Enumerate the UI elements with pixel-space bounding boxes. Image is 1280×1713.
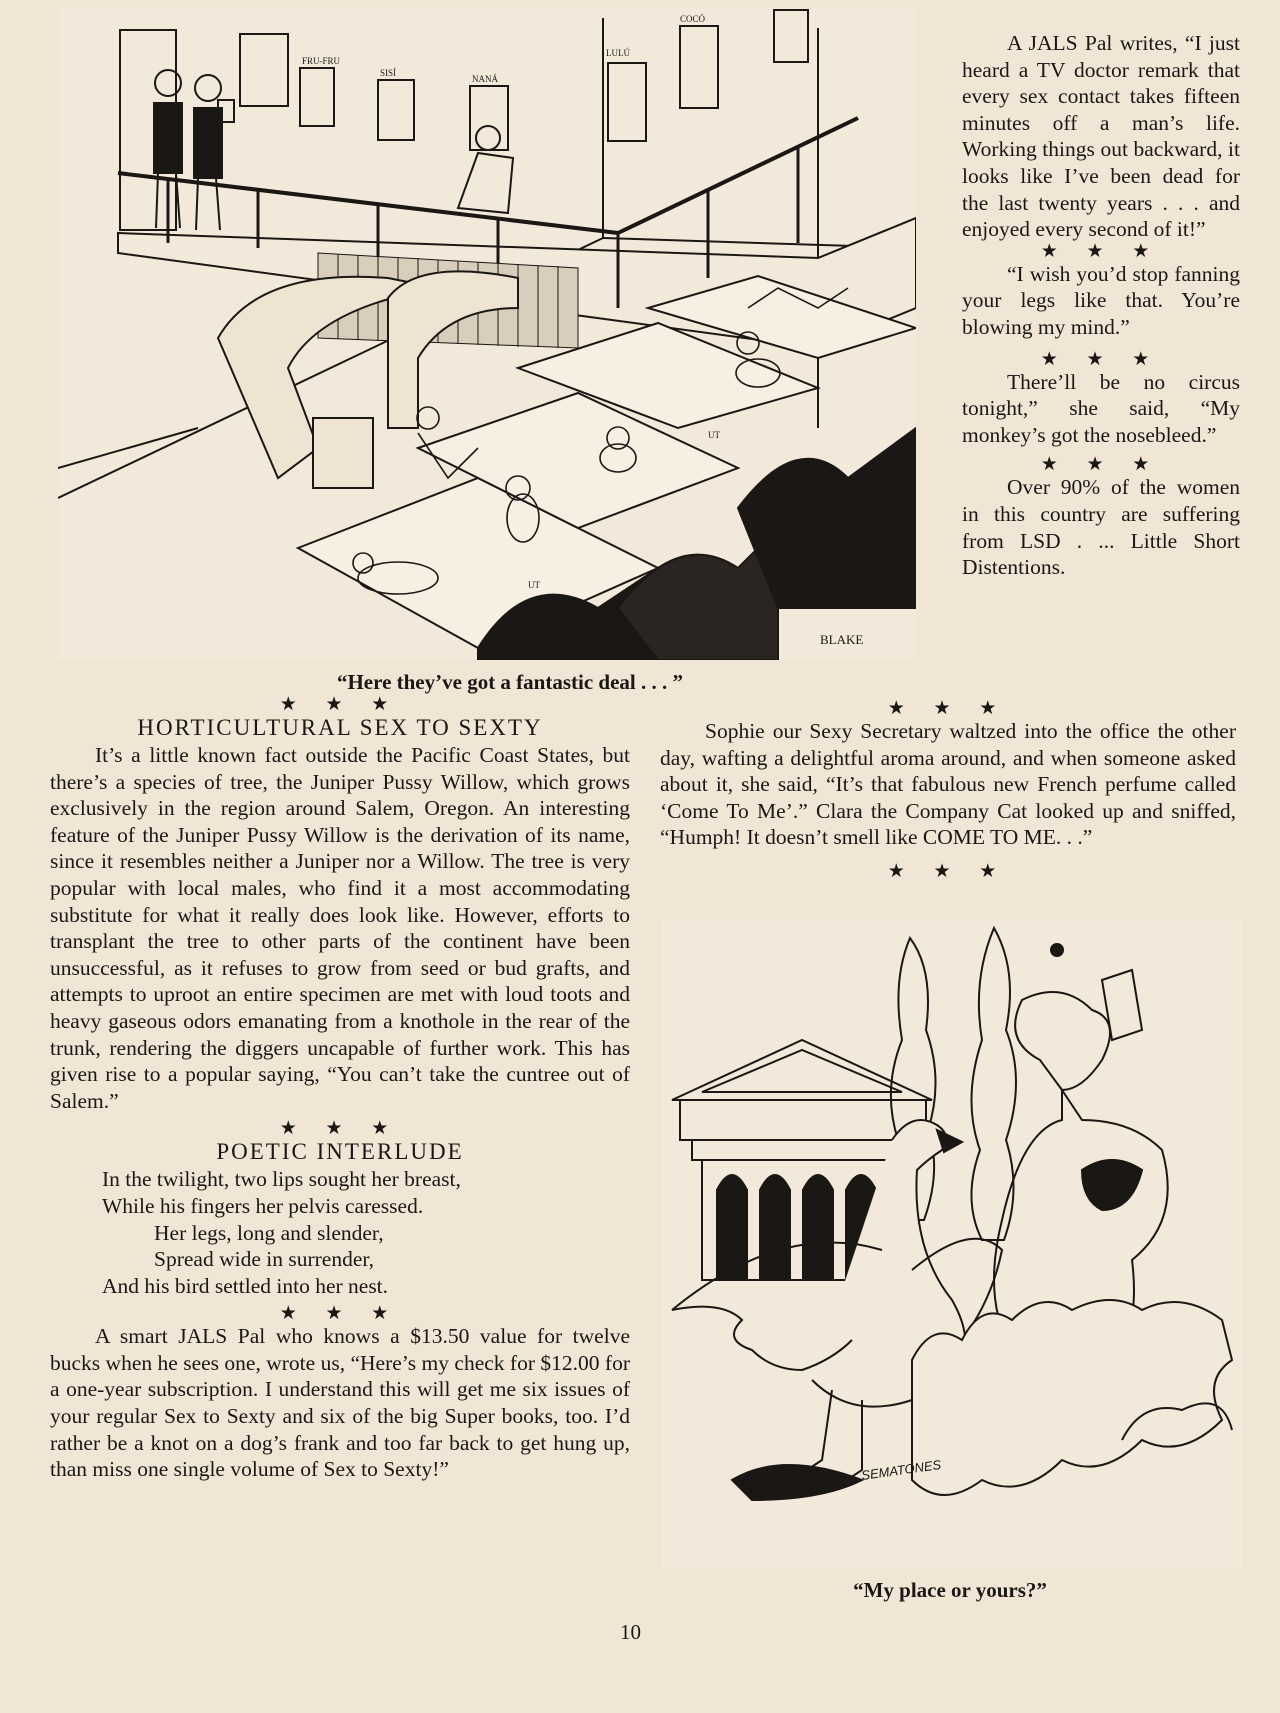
label-nana: NANÁ [472,74,498,84]
page-number: 10 [620,1620,641,1644]
subscription-letter: A smart JALS Pal who knows a $13.50 value for twelve bucks when he sees one, wrote us, “Here’s my check for $12.00 for a one-year subscription. I understand this will get me six issues of your regular Sex to Sexty and six of the big Super books, too. I’d rather be a knot on a dog’s frank and too far back to get hung up, than miss one single volume of Sex to Sexty!” [50,1324,630,1482]
horticultural-heading: HORTICULTURAL SEX TO SEXTY [137,715,543,740]
label-ut-1: UT [528,580,540,590]
label-sisi: SISÍ [380,68,397,78]
separator-stars: ★ ★ ★ [1040,454,1162,476]
sophie-story: Sophie our Sexy Secretary waltzed into the office the other day, wafting a delightful aroma around, and when someone asked about it, she said, “It’s that fabulous new French perfume called ‘Come To Me’.” Clara the Company Cat looked up and sniffed, “Humph! It doesn’t smell like COME TO ME. . .” [660,719,1236,850]
horticultural-body: It’s a little known fact outside the Pacific Coast States, but there’s a species of tree, the Juniper Pussy Willow, which grows exclusively in the region around Salem, Oregon. An interesting feature of the Juniper Pussy Willow is the derivation of its name, since it resembles neither a Juniper nor a Willow. The tree is very popular with local males, who find it a most accommodating substitute for what it really does look like. However, efforts to transplant the tree to other parts of the continent have been unsuccessful, as it refuses to grow from seed or bud grafts, and attempts to uproot an entire specimen are met with loud toots and heavy gaseous odors emanating from a knothole in the rear of the trunk, rendering the diggers uncapable of further work. This has given rise to a popular saying, “You can’t take the cuntree out of Salem.” [50,743,630,1113]
top-cartoon [58,8,916,660]
right-jokes-column [962,30,1240,581]
label-lulu: LULÚ [606,48,630,58]
joke-tv-doctor: A JALS Pal writes, “I just heard a TV doctor remark that every sex contact takes fifteen minutes off a man’s life. Working things out backward, it looks like I’ve been dead for the last twenty years . . . and enjoyed every second of it!” [962,31,1240,242]
poem [50,1166,630,1299]
joke-lsd: Over 90% of the women in this country are suffering from LSD . ... Little Short Distentions. [962,475,1240,580]
bottom-cartoon [662,920,1242,1568]
separator-stars: ★ ★ ★ [1040,348,1162,370]
top-cartoon-drawing [58,8,916,660]
bottom-cartoon-drawing [662,920,1242,1568]
top-cartoon-caption: “Here they’ve got a fantastic deal . . . ” [336,670,684,694]
poem-line: And his bird settled into her nest. [102,1273,389,1298]
separator-stars: ★ ★ ★ [887,860,1009,882]
left-column [50,696,630,1483]
separator-stars: ★ ★ ★ [279,1118,401,1140]
poem-line: Her legs, long and slender, [154,1220,384,1245]
label-coco: COCÓ [680,14,706,24]
cartoon-top-signature: BLAKE [820,632,864,647]
label-fru-fru: FRU-FRU [302,56,341,66]
poem-line: In the twilight, two lips sought her breast, [102,1167,461,1192]
bottom-cartoon-caption: “My place or yours?” [853,1578,1047,1602]
separator-stars: ★ ★ ★ [279,694,401,715]
joke-circus: There’ll be no circus tonight,” she said, “My monkey’s got the nosebleed.” [962,369,1240,447]
label-ut-2: UT [708,430,720,440]
right-middle-column [660,700,1236,881]
separator-stars: ★ ★ ★ [279,1303,401,1325]
separator-stars: ★ ★ ★ [887,698,1009,719]
poem-line: While his fingers her pelvis caressed. [102,1193,424,1218]
poetic-heading: POETIC INTERLUDE [216,1139,464,1165]
poem-line: Spread wide in surrender, [154,1247,375,1272]
separator-stars: ★ ★ ★ [1040,240,1162,262]
joke-fanning: “I wish you’d stop fanning your legs like that. You’re blowing my mind.” [962,261,1240,339]
cartoon-bottom-signature: SEMATONES [860,1456,943,1483]
